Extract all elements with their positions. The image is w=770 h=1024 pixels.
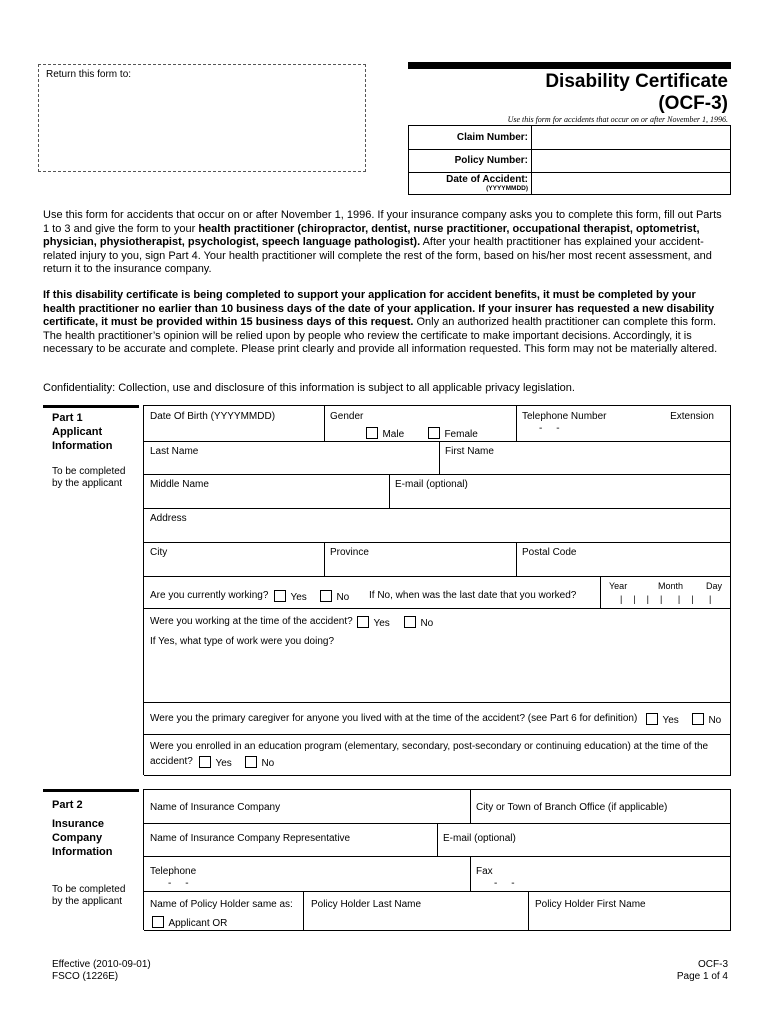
female-checkbox[interactable] xyxy=(428,427,440,439)
last-worked-date-field[interactable]: | | | | | | | xyxy=(620,594,714,604)
telephone-dashes: - - xyxy=(539,423,560,434)
accident-date-label: Date of Accident: xyxy=(446,174,528,185)
education-no-option[interactable]: No xyxy=(245,753,274,771)
postal-code-label: Postal Code xyxy=(522,547,577,558)
working-no-checkbox[interactable] xyxy=(320,590,332,602)
education-yes-checkbox[interactable] xyxy=(199,756,211,768)
education-question: Were you enrolled in an education program (elementary, secondary, post-secondary or continuing education) at the time of the xyxy=(150,741,709,752)
province-field[interactable] xyxy=(330,560,512,574)
accident-working-yes-checkbox[interactable] xyxy=(357,616,369,628)
education-question-cont: accident? xyxy=(150,756,193,767)
policy-number-field[interactable] xyxy=(533,150,729,171)
part2-label: Part 2 Insurance Company Information xyxy=(52,799,113,858)
caregiver-yes-option[interactable]: Yes xyxy=(646,710,679,728)
part1-form xyxy=(143,405,731,775)
effective-date: Effective (2010-09-01) xyxy=(52,959,151,970)
working-yes-option[interactable]: Yes xyxy=(274,587,307,605)
accident-date-field[interactable] xyxy=(533,173,729,194)
applicant-or-checkbox[interactable] xyxy=(152,916,164,928)
month-label: Month xyxy=(658,581,684,591)
intro-paragraph-2: If this disability certificate is being completed to support your application for accident benefits, it must be completed by your health practitioner no earlier than 10 business days of the date of your application. If your insurer has requested a new disability certificate, it must be provided within 15 business days of this request. Only an authorized health practitioner can complete this form. The health practitioner’s opinion will be relied upon by people who review the certificate to make important decisions. Accordingly, it is necessary to be accurate and complete. Please print clearly and provide all information requested. This form may not be materially altered. xyxy=(43,289,718,355)
extension-label: Extension xyxy=(670,411,714,422)
policy-holder-first-name-field[interactable] xyxy=(535,912,725,928)
email-field[interactable] xyxy=(395,492,725,506)
caregiver-question: Were you the primary caregiver for anyone you lived with at the time of the accident? (see Part 6 for definition) xyxy=(150,713,638,724)
representative-field[interactable] xyxy=(150,844,434,855)
first-name-field[interactable] xyxy=(445,459,725,473)
male-option[interactable]: Male xyxy=(366,424,404,442)
first-name-label: First Name xyxy=(445,446,494,457)
middle-name-field[interactable] xyxy=(150,492,386,506)
dob-field[interactable] xyxy=(150,423,318,439)
policy-holder-same-label: Name of Policy Holder same as: xyxy=(150,899,293,910)
last-worked-question: If No, when was the last date that you worked? xyxy=(369,590,577,601)
insurer-telephone-dashes: - - xyxy=(168,878,189,889)
branch-office-field[interactable] xyxy=(476,812,726,822)
policy-holder-last-name-label: Policy Holder Last Name xyxy=(311,899,422,910)
caregiver-no-checkbox[interactable] xyxy=(692,713,704,725)
confidentiality-note: Confidentiality: Collection, use and disclosure of this information is subject to all applicable privacy legislation. xyxy=(43,382,575,394)
work-type-field[interactable] xyxy=(150,650,724,698)
claim-box xyxy=(408,125,731,195)
currently-working-question: Are you currently working? xyxy=(150,590,269,601)
caregiver-no-option[interactable]: No xyxy=(692,710,721,728)
part1-label: Part 1 Applicant Information xyxy=(52,412,113,452)
postal-code-field[interactable] xyxy=(522,560,725,574)
dob-label: Date Of Birth (YYYYMMDD) xyxy=(150,411,276,422)
city-label: City xyxy=(150,547,168,558)
fax-dashes: - - xyxy=(494,878,515,889)
education-no-checkbox[interactable] xyxy=(245,756,257,768)
accident-date-hint: (YYYYMMDD) xyxy=(486,185,528,192)
page-number: Page 1 of 4 xyxy=(676,971,728,982)
year-label: Year xyxy=(609,581,628,591)
fsco-code: FSCO (1226E) xyxy=(52,971,119,982)
accident-working-no-checkbox[interactable] xyxy=(404,616,416,628)
insurer-telephone-label: Telephone xyxy=(150,866,197,877)
claim-number-label: Claim Number: xyxy=(456,132,528,143)
female-option[interactable]: Female xyxy=(428,424,478,442)
city-field[interactable] xyxy=(150,560,320,574)
part1-note: To be completed by the applicant xyxy=(52,466,126,489)
footer-right xyxy=(677,959,728,983)
part2-form xyxy=(143,789,731,930)
caregiver-yes-checkbox[interactable] xyxy=(646,713,658,725)
telephone-label: Telephone Number xyxy=(522,411,607,422)
middle-name-label: Middle Name xyxy=(150,479,209,490)
address-label: Address xyxy=(150,513,187,524)
part2-note: To be completed by the applicant xyxy=(52,884,126,907)
fax-label: Fax xyxy=(476,866,493,877)
gender-label: Gender xyxy=(330,411,364,422)
intro-paragraph-1: Use this form for accidents that occur on or after November 1, 1996. If your insurance company asks you to complete this form, fill out Parts 1 to 3 and give the form to your health practitioner (chiropractor, dentist, nurse practitioner, occupational therapist, optometrist, physician, physiotherapist, psychologist, speech language pathologist). After your health practitioner has explained your accident-related injury to you, sign Part 4. Your health practitioner will complete the rest of the form, based on his/her most recent assessment, and return it to the insurance company. xyxy=(43,209,722,275)
last-name-field[interactable] xyxy=(150,459,436,473)
last-name-label: Last Name xyxy=(150,446,199,457)
accident-working-yes-option[interactable]: Yes xyxy=(357,613,390,631)
return-address-box xyxy=(38,64,366,172)
footer-form-code: OCF-3 xyxy=(698,959,728,970)
insurance-company-label: Name of Insurance Company xyxy=(150,802,281,813)
province-label: Province xyxy=(330,547,369,558)
working-yes-checkbox[interactable] xyxy=(274,590,286,602)
applicant-or-option[interactable]: Applicant OR xyxy=(152,913,227,931)
policy-number-label: Policy Number: xyxy=(454,155,528,166)
male-checkbox[interactable] xyxy=(366,427,378,439)
branch-office-label: City or Town of Branch Office (if applicable) xyxy=(476,802,668,813)
insurer-email-label: E-mail (optional) xyxy=(443,833,516,844)
work-type-question: If Yes, what type of work were you doing? xyxy=(150,636,334,647)
policy-holder-first-name-label: Policy Holder First Name xyxy=(535,899,646,910)
insurer-email-field[interactable] xyxy=(443,844,726,855)
representative-label: Name of Insurance Company Representative xyxy=(150,833,351,844)
address-field[interactable] xyxy=(150,526,725,540)
day-label: Day xyxy=(706,581,723,591)
working-no-option[interactable]: No xyxy=(320,587,349,605)
claim-number-field[interactable] xyxy=(533,127,729,148)
form-code: (OCF-3) xyxy=(658,93,728,114)
policy-holder-last-name-field[interactable] xyxy=(311,912,523,928)
return-label: Return this form to: xyxy=(46,69,132,80)
form-title: Disability Certificate xyxy=(545,71,728,92)
accident-working-no-option[interactable]: No xyxy=(404,613,433,631)
title-bar xyxy=(408,62,731,69)
working-at-accident-question: Were you working at the time of the accident? xyxy=(150,616,353,627)
form-subtitle: Use this form for accidents that occur on or after November 1, 1996. xyxy=(507,115,728,124)
footer-left xyxy=(52,959,151,983)
insurance-company-field[interactable] xyxy=(150,812,466,822)
education-yes-option[interactable]: Yes xyxy=(199,753,232,771)
email-label: E-mail (optional) xyxy=(395,479,468,490)
